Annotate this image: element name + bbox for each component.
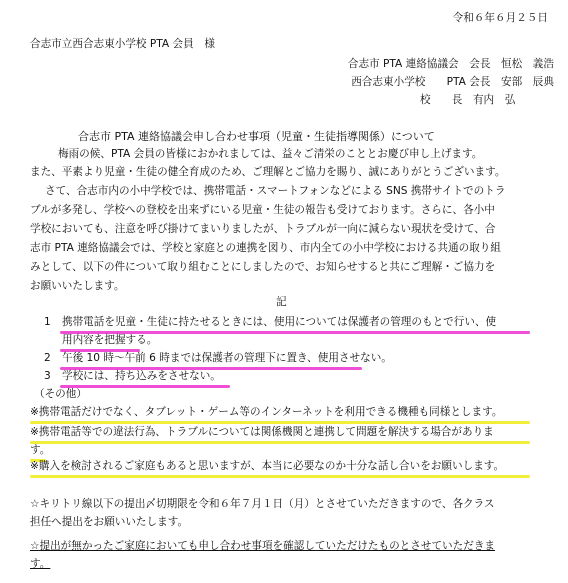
item-1-text: 携帯電話を児童・生徒に持たせるときには、使用については保護者の管理のもとで行い、使 xyxy=(62,316,497,328)
footer-line: 担任へ提出をお願いいたします。 xyxy=(30,516,189,528)
note-2: ※携帯電話等での違法行為、トラブルについては関係機関と連携して問題を解決する場合がありま xyxy=(30,426,494,438)
note-3: ※購入を検討されるご家庭もあると思いますが、本当に必要なのか十分な話し合いをお願いします。 xyxy=(30,460,505,472)
body-line: みとして、以下の件について取り組むことにしましたので、お知らせすると共にご理解・ご協力を xyxy=(30,261,496,273)
note-2-underline xyxy=(30,441,530,444)
date: 令和６年６月２５日 xyxy=(452,12,548,24)
sender-line-2: 西合志東小学校 PTA 会長 安部 辰典 xyxy=(351,76,554,88)
note-3-underline xyxy=(30,475,530,478)
body-line: 梅雨の候、PTA 会員の皆様におかれましては、益々ご清栄のこととお慶び申し上げます。 xyxy=(58,148,483,160)
note-1-underline xyxy=(30,421,530,424)
body-line: ブルが多発し、学校への登校を出来ずにいる児童・生徒の報告も受けております。さらに、各小中 xyxy=(30,204,495,216)
footer-line: す。 xyxy=(30,558,51,570)
ki-heading: 記 xyxy=(276,296,287,308)
body-line: さて、合志市内の小中学校では、携帯電話・スマートフォンなどによる SNS 携帯サイトでのトラ xyxy=(45,185,506,197)
document-title: 合志市 PTA 連絡協議会申し合わせ事項（児童・生徒指導関係）について xyxy=(78,130,435,143)
addressee: 合志市立西合志東小学校 PTA 会員 様 xyxy=(30,38,215,50)
item-2-number: 2 xyxy=(44,352,51,364)
footer-line: ☆提出が無かったご家庭においても申し合わせ事項を確認していただけたものとさせていただきま xyxy=(30,540,496,552)
note-2-cont: す。 xyxy=(30,444,51,456)
body-line: また、平素より児童・生徒の健全育成のため、ご理解とご協力を賜り、誠にありがとうございます。 xyxy=(30,166,506,178)
item-3-text: 学校には、持ち込みをさせない。 xyxy=(62,370,221,382)
sender-line-1: 合志市 PTA 連絡協議会 会長 恒松 義浩 xyxy=(347,58,554,70)
body-line: お願いいたします。 xyxy=(30,280,125,292)
body-line: 学校においても、注意を呼び掛けてまいりましたが、トラブルが一向に減らない現状を受けて、合 xyxy=(30,223,496,235)
other-heading: （その他） xyxy=(34,388,87,400)
item-3-number: 3 xyxy=(44,370,51,382)
note-1: ※携帯電話だけでなく、タブレット・ゲーム等のインターネットを利用できる機種も同様とします。 xyxy=(30,406,503,418)
footer-line: ☆キリトリ線以下の提出〆切期限を令和６年７月１日（月）とさせていただきますので、各クラス xyxy=(30,498,495,510)
item-2-text: 午後 10 時～午前 6 時までは保護者の管理下に置き、使用させない。 xyxy=(62,352,392,364)
body-line: 志市 PTA 連絡協議会では、学校と家庭との連携を図り、市内全ての小中学校における共通の取り組 xyxy=(30,242,501,254)
sender-line-3: 校 長 有内 弘 xyxy=(420,94,516,106)
item-1-text-cont: 用内容を把握する。 xyxy=(62,334,158,346)
item-1-number: 1 xyxy=(44,316,51,328)
